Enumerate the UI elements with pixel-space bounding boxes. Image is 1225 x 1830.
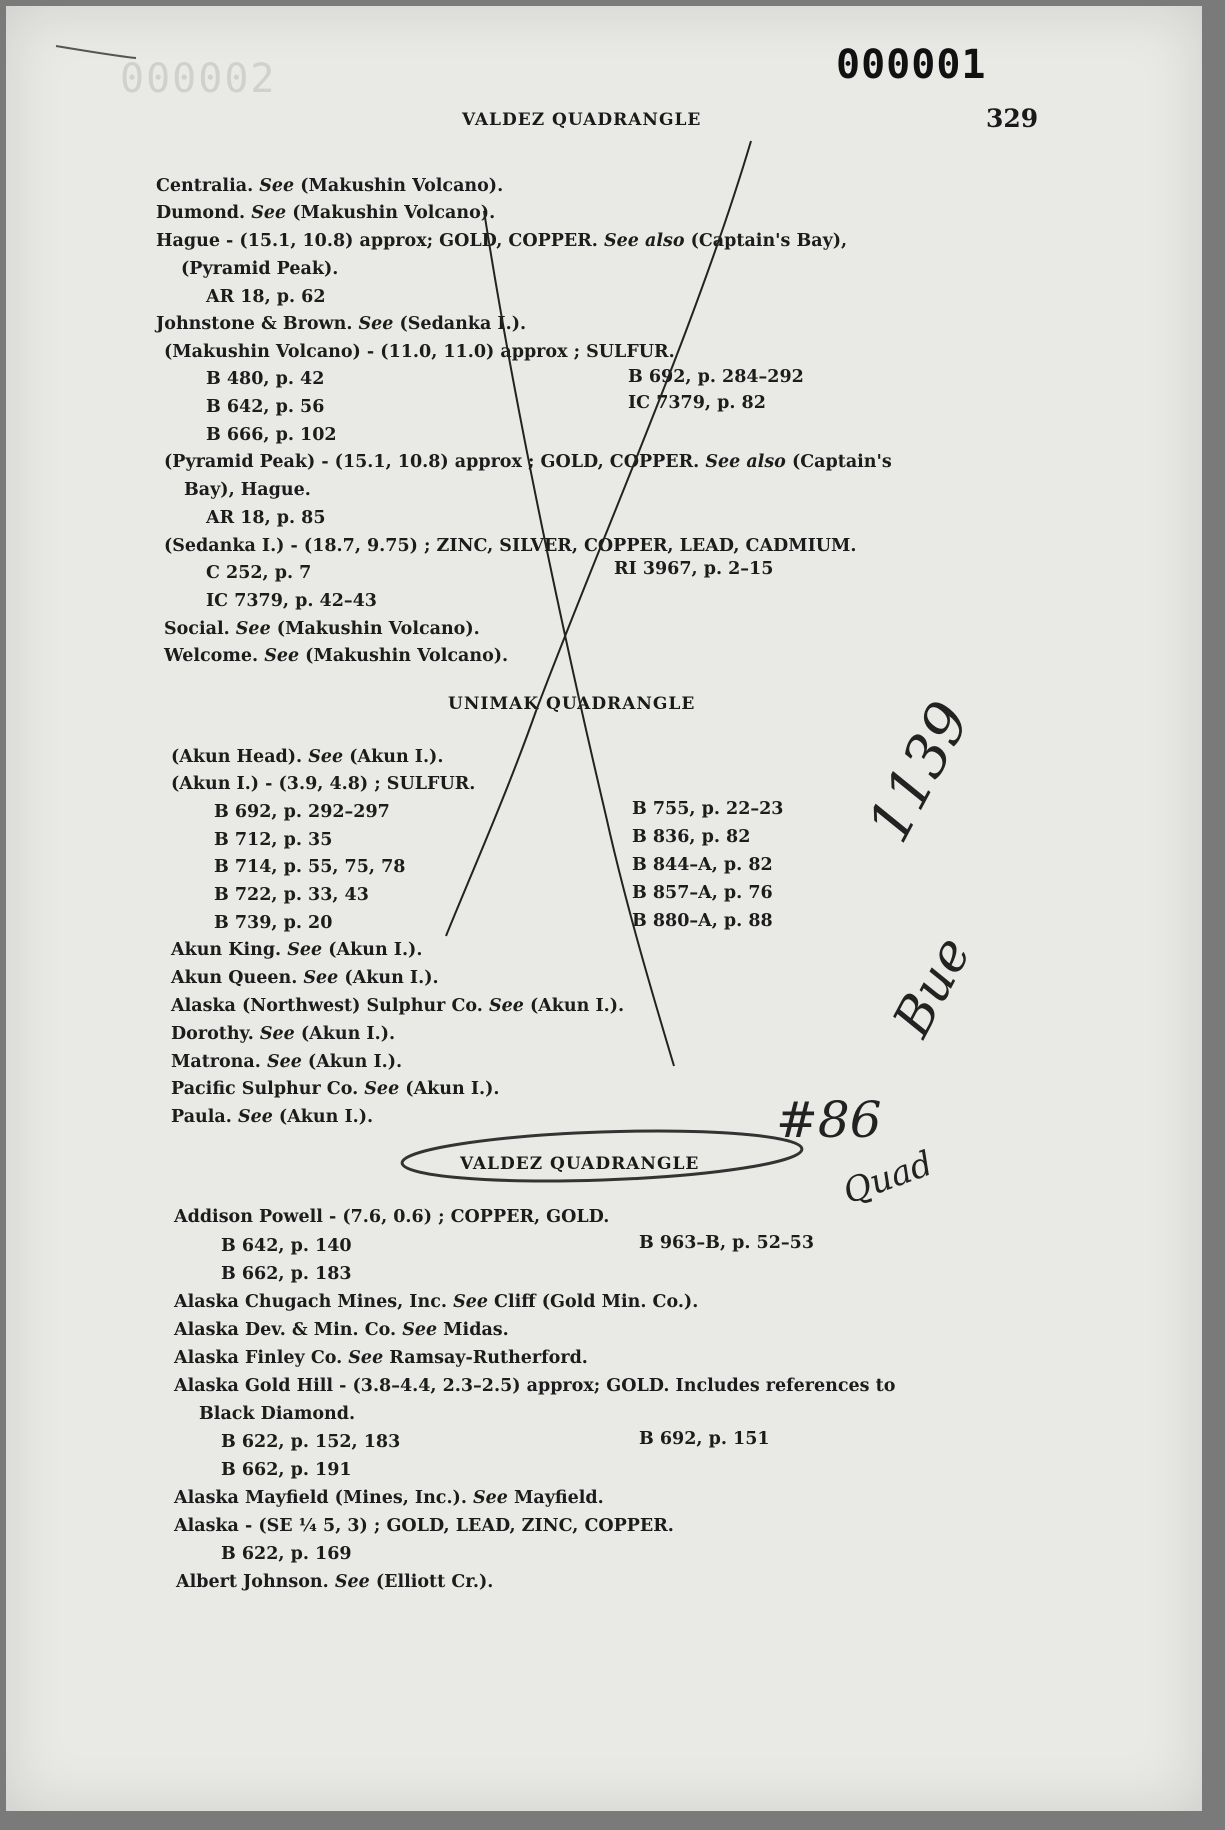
entry-target: (Elliott Cr.). [369, 1572, 494, 1592]
entry-target: Ramsay-Rutherford. [383, 1348, 588, 1368]
entry-text: Dorothy. [171, 1024, 260, 1044]
entry-text: Paula. [171, 1107, 238, 1127]
section-heading-valdez: VALDEZ QUADRANGLE [460, 1154, 700, 1174]
entry-text: B 692, p. 151 [639, 1429, 770, 1449]
entry-text: B 712, p. 35 [214, 830, 333, 850]
stamp-number: 000001 [836, 42, 987, 88]
entry-target: (Captain's Bay), [684, 231, 848, 251]
entry-text: (Akun Head). [171, 747, 309, 767]
entry-text: Bay), Hague. [184, 480, 311, 500]
see-reference: See [235, 619, 271, 639]
entry-target: Cliff (Gold Min. Co.). [487, 1292, 699, 1312]
entry-text: C 252, p. 7 [206, 563, 312, 583]
entry-text: (Pyramid Peak) - (15.1, 10.8) approx ; GOLD, COPPER. [164, 452, 706, 472]
see-reference: See [334, 1572, 370, 1592]
entry-text: (Pyramid Peak). [181, 259, 339, 279]
entry-text: B 666, p. 102 [206, 425, 337, 445]
entry-text: Black Diamond. [199, 1404, 356, 1424]
see-reference: See [237, 1107, 273, 1127]
entry-text: AR 18, p. 85 [206, 508, 326, 528]
document-page [6, 6, 1202, 1811]
entry-text: B 722, p. 33, 43 [214, 885, 369, 905]
entry-text: Johnstone & Brown. [156, 314, 359, 334]
entry-target: (Akun I.). [294, 1024, 396, 1044]
handwritten-number: 1139 [854, 690, 984, 853]
entry-text: B 692, p. 284–292 [628, 367, 804, 387]
handwritten-quad: Quad [837, 1143, 938, 1213]
entry-text: B 692, p. 292–297 [214, 802, 390, 822]
see-reference: See [453, 1292, 488, 1312]
entry-text: B 880–A, p. 88 [632, 911, 773, 931]
handwritten-word: Bue [882, 927, 984, 1047]
entry-target: (Sedanka I.). [393, 314, 527, 334]
entry-text: Alaska Gold Hill - (3.8–4.4, 2.3–2.5) approx; GOLD. Includes references to [174, 1376, 896, 1396]
see-reference: See [259, 176, 295, 196]
see-reference: See [308, 747, 344, 767]
see-reference: See [402, 1320, 438, 1340]
entry-text: Alaska Chugach Mines, Inc. [174, 1292, 454, 1312]
entry-text: B 755, p. 22–23 [632, 799, 784, 819]
entry-text: B 739, p. 20 [214, 913, 333, 933]
entry-target: (Akun I.). [322, 940, 423, 960]
entry-text: B 963–B, p. 52–53 [639, 1233, 815, 1253]
entry-text: IC 7379, p. 82 [628, 393, 766, 413]
entry-target: (Akun I.). [399, 1079, 500, 1099]
see-reference: See also [603, 231, 685, 251]
entry-text: Alaska - (SE ¼ 5, 3) ; GOLD, LEAD, ZINC, COPPER. [174, 1516, 674, 1536]
entry-target: (Makushin Volcano). [270, 619, 480, 639]
entry-text: B 642, p. 140 [221, 1236, 352, 1256]
section-heading-unimak: UNIMAK QUADRANGLE [448, 694, 696, 714]
entry-text: (Akun I.) - (3.9, 4.8) ; SULFUR. [171, 774, 476, 794]
see-reference: See [364, 1079, 400, 1099]
entry-text: Hague - (15.1, 10.8) approx; GOLD, COPPER. [156, 231, 604, 251]
entry-text: Alaska Finley Co. [174, 1348, 349, 1368]
see-reference: See also [705, 452, 786, 472]
see-reference: See [303, 968, 339, 988]
pen-marks [6, 6, 1202, 1811]
see-reference: See [488, 996, 524, 1016]
entry-text: B 662, p. 191 [221, 1460, 352, 1480]
entry-text: B 662, p. 183 [221, 1264, 352, 1284]
entry-text: Alaska Dev. & Min. Co. [174, 1320, 403, 1340]
entry-target: Midas. [437, 1320, 509, 1340]
see-reference: See [473, 1488, 508, 1508]
entry-text: (Sedanka I.) - (18.7, 9.75) ; ZINC, SILVER, COPPER, LEAD, CADMIUM. [164, 536, 857, 556]
handwritten-hash-number: #86 [776, 1091, 882, 1149]
entry-target: (Makushin Volcano). [299, 646, 509, 666]
see-reference: See [287, 940, 323, 960]
see-reference: See [264, 646, 300, 666]
entry-target: (Makushin Volcano). [294, 176, 504, 196]
entry-text: B 844–A, p. 82 [632, 855, 773, 875]
entry-target: (Akun I.). [272, 1107, 374, 1127]
entry-target: Mayfield. [507, 1488, 604, 1508]
entry-text: Albert Johnson. [176, 1572, 335, 1592]
entry-text: AR 18, p. 62 [206, 287, 326, 307]
entry-text: RI 3967, p. 2–15 [614, 559, 774, 579]
entry-text: Alaska Mayfield (Mines, Inc.). [174, 1488, 474, 1508]
see-reference: See [348, 1348, 384, 1368]
page-header-title: VALDEZ QUADRANGLE [462, 110, 702, 130]
see-reference: See [251, 203, 287, 223]
entry-target: (Captain's [785, 452, 892, 472]
entry-text: B 836, p. 82 [632, 827, 751, 847]
see-reference: See [259, 1024, 295, 1044]
entry-target: (Makushin Volcano). [286, 203, 496, 223]
entry-text: B 857–A, p. 76 [632, 883, 773, 903]
entry-text: Addison Powell - (7.6, 0.6) ; COPPER, GOLD. [174, 1207, 610, 1227]
entry-target: (Akun I.). [301, 1052, 403, 1072]
ghost-stamp-number: 000002 [120, 56, 277, 102]
entry-text: Akun King. [171, 940, 288, 960]
entry-text: B 642, p. 56 [206, 397, 325, 417]
see-reference: See [266, 1052, 302, 1072]
entry-text: B 714, p. 55, 75, 78 [214, 857, 406, 877]
entry-text: B 622, p. 169 [221, 1544, 352, 1564]
entry-text: (Makushin Volcano) - (11.0, 11.0) approx ; SULFUR. [164, 342, 675, 362]
entry-text: B 480, p. 42 [206, 369, 325, 389]
entry-text: Alaska (Northwest) Sulphur Co. [171, 996, 489, 1016]
page-number: 329 [986, 104, 1039, 133]
entry-text: Matrona. [171, 1052, 267, 1072]
entry-text: Social. [164, 619, 236, 639]
entry-text: Dumond. [156, 203, 252, 223]
see-reference: See [358, 314, 394, 334]
entry-text: B 622, p. 152, 183 [221, 1432, 401, 1452]
entry-text: Welcome. [164, 646, 265, 666]
entry-target: (Akun I.). [343, 747, 444, 767]
entry-text: IC 7379, p. 42–43 [206, 591, 377, 611]
entry-target: (Akun I.). [338, 968, 439, 988]
entry-target: (Akun I.). [523, 996, 625, 1016]
entry-text: Akun Queen. [171, 968, 304, 988]
entry-text: Centralia. [156, 176, 260, 196]
entry-text: Pacific Sulphur Co. [171, 1079, 365, 1099]
